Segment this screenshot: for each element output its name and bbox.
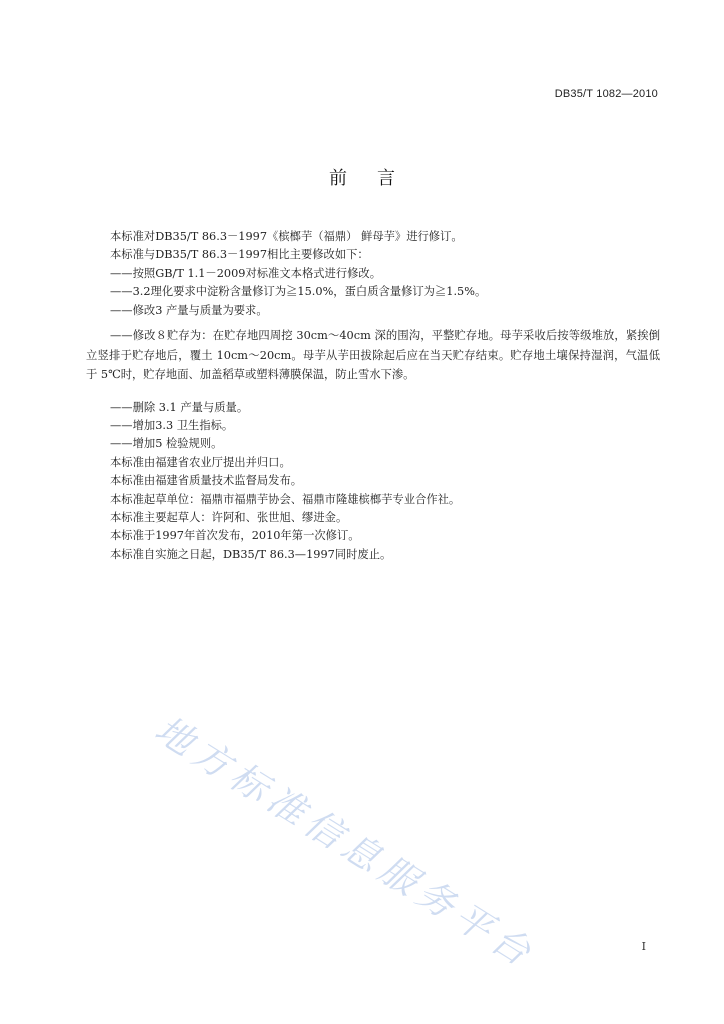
- body-line: 本标准由福建省农业厅提出并归口。: [110, 455, 291, 469]
- body-line: 本标准对DB35/T 86.3－1997《槟榔芋（福鼎） 鲜母芋》进行修订。: [110, 230, 463, 243]
- body-line: ——修改3 产量与质量为要求。: [110, 303, 268, 317]
- watermark: 地方标准信息服务平台: [147, 707, 544, 978]
- storage-paragraph: ——修改８贮存为：在贮存地四周挖 30cm～40cm 深的围沟，平整贮存地。母芋采收后按等级堆放，紧挨倒立竖排于贮存地后，覆土 10cm～20cm。母芋从芋田拔除起后应在当天贮存结束。贮存地土壤保持湿润，气温低于 5℃时，贮存地面、加盖稻草或塑料薄膜保温，防止雪水下渗。: [86, 329, 660, 382]
- body-line: 本标准主要起草人：许阿和、张世旭、缪进金。: [110, 510, 348, 524]
- page-number: I: [641, 940, 646, 953]
- body-line: 本标准由福建省质量技术监督局发布。: [110, 474, 303, 488]
- body-line: 本标准与DB35/T 86.3－1997相比主要修改如下：: [110, 248, 369, 262]
- document-code: DB35/T 1082—2010: [554, 88, 658, 100]
- body-line: 本标准于1997年首次发布，2010年第一次修订。: [110, 529, 360, 543]
- body-line: ——删除 3.1 产量与质量。: [110, 400, 249, 414]
- body-line: ——按照GB/T 1.1－2009对标准文本格式进行修改。: [110, 266, 382, 280]
- body-line: ——3.2理化要求中淀粉含量修订为≧15.0%，蛋白质含量修订为≧1.5%。: [110, 285, 487, 299]
- page-title: 前言: [329, 168, 425, 189]
- document-body: [86, 228, 660, 564]
- body-line: 本标准起草单位：福鼎市福鼎芋协会、福鼎市隆雄槟榔芋专业合作社。: [110, 492, 461, 506]
- body-line: ——增加3.3 卫生指标。: [110, 418, 234, 432]
- body-line: 本标准自实施之日起，DB35/T 86.3—1997同时废止。: [110, 547, 392, 561]
- body-line: ——增加5 检验规则。: [110, 437, 223, 451]
